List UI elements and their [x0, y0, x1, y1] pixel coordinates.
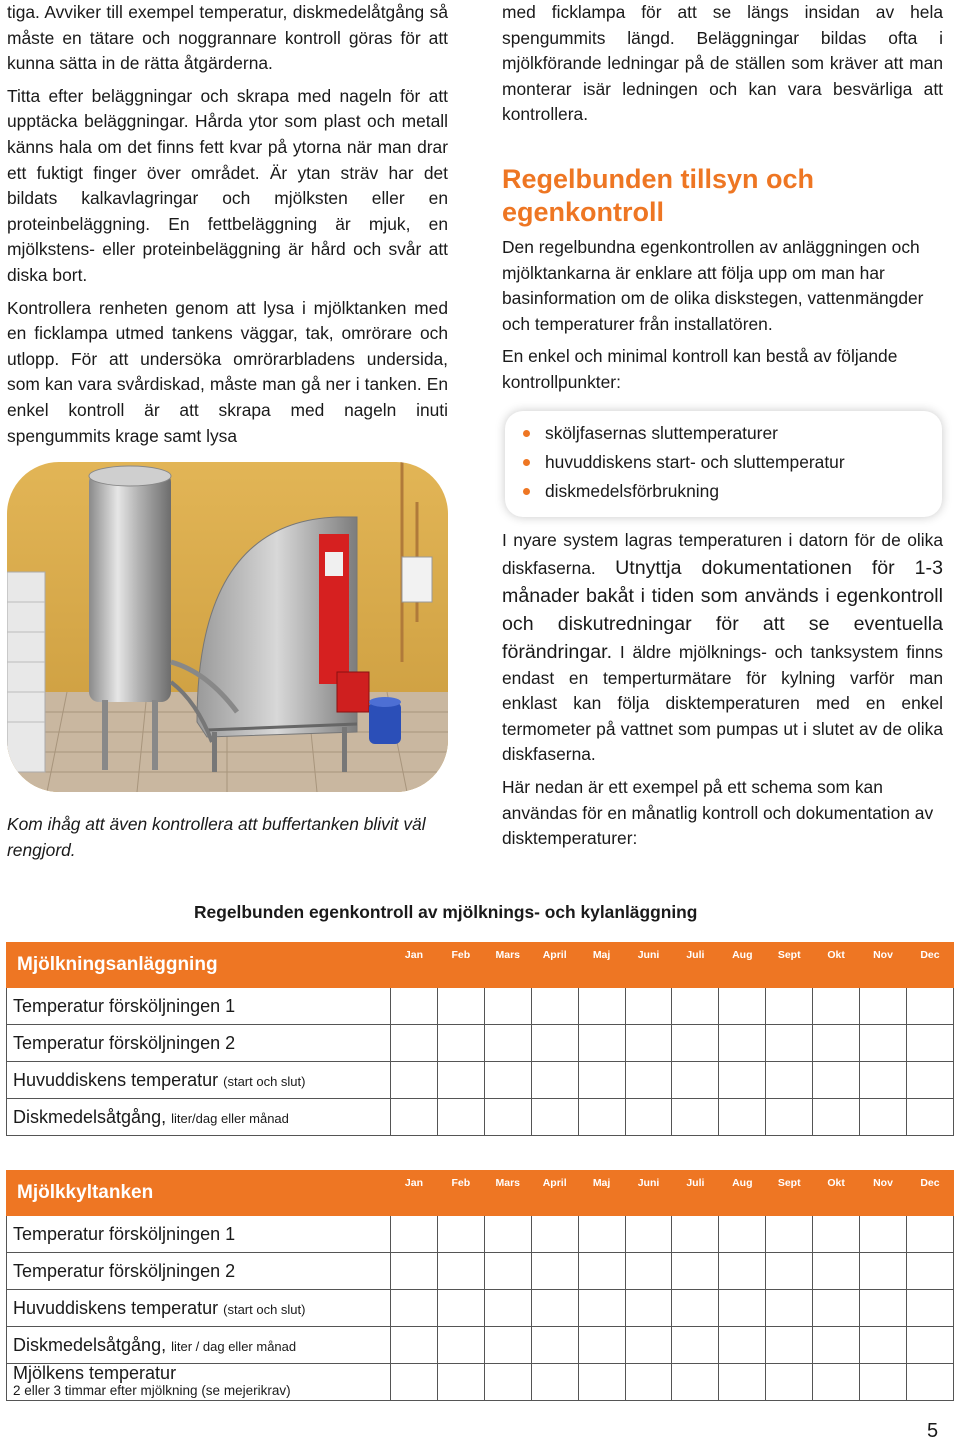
entry-cell[interactable]	[719, 1216, 766, 1253]
entry-cell[interactable]	[813, 1099, 860, 1136]
checklist	[505, 411, 942, 506]
entry-cell[interactable]	[484, 1216, 531, 1253]
entry-cell[interactable]	[531, 1290, 578, 1327]
entry-cell[interactable]	[391, 1253, 438, 1290]
month-header: Juni	[625, 943, 672, 988]
entry-cell[interactable]	[813, 1253, 860, 1290]
entry-cell[interactable]	[672, 1025, 719, 1062]
entry-cell[interactable]	[906, 988, 953, 1025]
entry-cell[interactable]	[391, 1327, 438, 1364]
month-header: Aug	[719, 1171, 766, 1216]
entry-cell[interactable]	[625, 1290, 672, 1327]
entry-cell[interactable]	[625, 1327, 672, 1364]
entry-cell[interactable]	[813, 1025, 860, 1062]
milking-system-table	[6, 942, 954, 1136]
right-column	[502, 0, 943, 403]
month-header: Feb	[437, 1171, 484, 1216]
photo-caption: Kom ihåg att även kontrollera att buffertanken blivit väl rengjord.	[7, 814, 426, 860]
table-header-label: Mjölkkyltanken	[7, 1171, 391, 1216]
right-paragraph-4: I nyare system lagras temperaturen i datorn för de olika diskfaserna. Utnyttja dokumentationen för 1-3 månader bakåt i tiden som används i egenkontroll och diskutredningar för att se eventuella förändringar. I äldre mjölknings- och tanksystem finns endast en temperturmätare för kylning varför man enklast kan följa disktemperaturen med en enkel termometer på vattnet som pumpas ut i slutet av de olika diskfaserna.	[502, 530, 943, 765]
table-row	[7, 1216, 954, 1253]
entry-cell[interactable]	[484, 1364, 531, 1401]
entry-cell[interactable]	[531, 1327, 578, 1364]
entry-cell[interactable]	[531, 1062, 578, 1099]
entry-cell[interactable]	[625, 988, 672, 1025]
entry-cell[interactable]	[813, 1062, 860, 1099]
entry-cell[interactable]	[484, 1025, 531, 1062]
month-header: Mars	[484, 1171, 531, 1216]
entry-cell[interactable]	[625, 1364, 672, 1401]
bullet-icon	[523, 459, 530, 466]
entry-cell[interactable]	[766, 1290, 813, 1327]
entry-cell[interactable]	[813, 988, 860, 1025]
month-header: April	[531, 943, 578, 988]
entry-cell[interactable]	[578, 1327, 625, 1364]
table-row	[7, 1099, 954, 1136]
entry-cell[interactable]	[672, 1099, 719, 1136]
row-label: Diskmedelsåtgång, liter/dag eller månad	[7, 1099, 391, 1136]
entry-cell[interactable]	[860, 1327, 907, 1364]
row-label: Mjölkens temperatur 2 eller 3 timmar efter mjölkning (se mejerikrav)	[7, 1364, 391, 1401]
photo-caption-box	[7, 812, 448, 870]
table-row	[7, 1290, 954, 1327]
table-header-row	[7, 943, 954, 988]
checklist-item: sköljfasernas sluttemperaturer	[545, 419, 942, 448]
entry-cell[interactable]	[906, 1290, 953, 1327]
entry-cell[interactable]	[860, 1099, 907, 1136]
row-label: Diskmedelsåtgång, liter / dag eller månad	[7, 1327, 391, 1364]
entry-cell[interactable]	[391, 1025, 438, 1062]
month-header: Dec	[906, 1171, 953, 1216]
entry-cell[interactable]	[391, 1364, 438, 1401]
month-header: Sept	[766, 1171, 813, 1216]
entry-cell[interactable]	[437, 1253, 484, 1290]
entry-cell[interactable]	[860, 988, 907, 1025]
month-header: Okt	[813, 1171, 860, 1216]
month-header: Maj	[578, 943, 625, 988]
table-row	[7, 988, 954, 1025]
section-heading: Regelbunden tillsyn och egenkontroll	[502, 163, 815, 227]
month-header: Dec	[906, 943, 953, 988]
entry-cell[interactable]	[672, 988, 719, 1025]
entry-cell[interactable]	[719, 1290, 766, 1327]
entry-cell[interactable]	[860, 1253, 907, 1290]
right-paragraph-2: Den regelbundna egenkontrollen av anläggningen och mjölktankarna är enklare att följa upp om man har basinformation om de olika diskstegen, vattenmängder och temperaturer från installatören.	[502, 236, 924, 334]
table-row	[7, 1364, 954, 1401]
entry-cell[interactable]	[437, 1290, 484, 1327]
entry-cell[interactable]	[719, 1327, 766, 1364]
table-header-label: Mjölkningsanläggning	[7, 943, 391, 988]
entry-cell[interactable]	[391, 1290, 438, 1327]
entry-cell[interactable]	[672, 1062, 719, 1099]
month-header: Nov	[860, 943, 907, 988]
entry-cell[interactable]	[484, 1253, 531, 1290]
entry-cell[interactable]	[484, 1062, 531, 1099]
month-header: Aug	[719, 943, 766, 988]
entry-cell[interactable]	[906, 1062, 953, 1099]
entry-cell[interactable]	[531, 1216, 578, 1253]
entry-cell[interactable]	[531, 1253, 578, 1290]
row-label: Huvuddiskens temperatur (start och slut)	[7, 1062, 391, 1099]
entry-cell[interactable]	[531, 1364, 578, 1401]
entry-cell[interactable]	[484, 1099, 531, 1136]
table-header-row	[7, 1171, 954, 1216]
month-header: Juli	[672, 943, 719, 988]
entry-cell[interactable]	[391, 1099, 438, 1136]
right-paragraph-3: En enkel och minimal kontroll kan bestå av följande kontrollpunkter:	[502, 346, 898, 392]
entry-cell[interactable]	[672, 1253, 719, 1290]
entry-cell[interactable]	[437, 1025, 484, 1062]
entry-cell[interactable]	[484, 1290, 531, 1327]
row-label: Temperatur försköljningen 1	[7, 988, 391, 1025]
entry-cell[interactable]	[625, 1253, 672, 1290]
entry-cell[interactable]	[766, 1062, 813, 1099]
entry-cell[interactable]	[437, 988, 484, 1025]
entry-cell[interactable]	[906, 1327, 953, 1364]
entry-cell[interactable]	[484, 1327, 531, 1364]
month-header: Jan	[391, 1171, 438, 1216]
left-paragraph-3: Kontrollera renheten genom att lysa i mjölktanken med en ficklampa utmed tankens väggar, tak, omrörare och utlopp. För att undersöka omrörarbladens undersida, som kan vara svårdiskad, måste man gå ner i tanken. En enkel kontroll är att skrapa med nageln inuti spengummits krage samt lysa	[7, 297, 448, 446]
entry-cell[interactable]	[766, 1025, 813, 1062]
entry-cell[interactable]	[391, 1216, 438, 1253]
entry-cell[interactable]	[578, 988, 625, 1025]
left-column	[7, 0, 448, 456]
schedule-title: Regelbunden egenkontroll av mjölknings- och kylanläggning	[194, 902, 698, 922]
entry-cell[interactable]	[625, 1062, 672, 1099]
entry-cell[interactable]	[766, 1099, 813, 1136]
checklist-item: huvuddiskens start- och sluttemperatur	[545, 448, 942, 477]
row-label: Temperatur försköljningen 2	[7, 1025, 391, 1062]
entry-cell[interactable]	[906, 1364, 953, 1401]
month-header: Sept	[766, 943, 813, 988]
entry-cell[interactable]	[437, 1327, 484, 1364]
entry-cell[interactable]	[531, 1099, 578, 1136]
entry-cell[interactable]	[860, 1364, 907, 1401]
entry-cell[interactable]	[719, 1364, 766, 1401]
entry-cell[interactable]	[766, 988, 813, 1025]
entry-cell[interactable]	[813, 1327, 860, 1364]
entry-cell[interactable]	[531, 1025, 578, 1062]
entry-cell[interactable]	[766, 1216, 813, 1253]
entry-cell[interactable]	[860, 1062, 907, 1099]
month-header: Juli	[672, 1171, 719, 1216]
entry-cell[interactable]	[719, 988, 766, 1025]
entry-cell[interactable]	[391, 1062, 438, 1099]
entry-cell[interactable]	[766, 1327, 813, 1364]
month-header: Maj	[578, 1171, 625, 1216]
month-header: Juni	[625, 1171, 672, 1216]
entry-cell[interactable]	[860, 1025, 907, 1062]
bullet-icon	[523, 430, 530, 437]
milk-room-photo	[7, 462, 448, 792]
entry-cell[interactable]	[437, 1062, 484, 1099]
entry-cell[interactable]	[719, 1025, 766, 1062]
entry-cell[interactable]	[437, 1099, 484, 1136]
entry-cell[interactable]	[625, 1099, 672, 1136]
entry-cell[interactable]	[672, 1216, 719, 1253]
entry-cell[interactable]	[719, 1062, 766, 1099]
milk-room-illustration	[7, 462, 448, 792]
entry-cell[interactable]	[578, 1253, 625, 1290]
table-row	[7, 1253, 954, 1290]
right-paragraph-1: med ficklampa för att se längs insidan av hela spengummits längd. Beläggningar bildas ofta i mjölkförande ledningar på de ställen som kräver att man monterar isär ledningen och kan vara besvärliga att kontrollera.	[502, 2, 943, 125]
entry-cell[interactable]	[437, 1364, 484, 1401]
row-label: Temperatur försköljningen 1	[7, 1216, 391, 1253]
table-row	[7, 1062, 954, 1099]
left-paragraph-1: tiga. Avviker till exempel temperatur, diskmedelåtgång så måste en tätare och noggrannare kontroll göras för att kunna sätta in de rätta åtgärderna.	[7, 2, 448, 74]
entry-cell[interactable]	[672, 1327, 719, 1364]
entry-cell[interactable]	[906, 1253, 953, 1290]
entry-cell[interactable]	[391, 988, 438, 1025]
row-label: Temperatur försköljningen 2	[7, 1253, 391, 1290]
month-header: Jan	[391, 943, 438, 988]
entry-cell[interactable]	[672, 1290, 719, 1327]
checklist-item: diskmedelsförbrukning	[545, 477, 942, 506]
entry-cell[interactable]	[672, 1364, 719, 1401]
entry-cell[interactable]	[906, 1099, 953, 1136]
milk-cooling-tank-table	[6, 1170, 954, 1401]
right-paragraph-5: Här nedan är ett exempel på ett schema som kan användas för en månatlig kontroll och dokumentation av disktemperaturer:	[502, 776, 934, 849]
left-paragraph-2: Titta efter beläggningar och skrapa med nageln för att upptäcka beläggningar. Hårda ytor som plast och metall känns hala om det finns fett kvar på ytorna när man drar ett fuktigt finger över området. Är ytan sträv har det bildats kalkavlagringar och mjölksten eller en proteinbeläggning. En fettbeläggning är mjuk, en mjölkstens- eller proteinbeläggning är hård och svår att diska bort.	[7, 85, 448, 285]
checklist-callout	[505, 411, 942, 517]
entry-cell[interactable]	[578, 1062, 625, 1099]
entry-cell[interactable]	[625, 1025, 672, 1062]
page-number: 5	[927, 1420, 939, 1442]
entry-cell[interactable]	[813, 1216, 860, 1253]
entry-cell[interactable]	[813, 1290, 860, 1327]
entry-cell[interactable]	[578, 1216, 625, 1253]
entry-cell[interactable]	[906, 1025, 953, 1062]
table-row	[7, 1327, 954, 1364]
entry-cell[interactable]	[578, 1099, 625, 1136]
month-header: Nov	[860, 1171, 907, 1216]
entry-cell[interactable]	[578, 1290, 625, 1327]
row-label: Huvuddiskens temperatur (start och slut)	[7, 1290, 391, 1327]
entry-cell[interactable]	[766, 1364, 813, 1401]
entry-cell[interactable]	[484, 988, 531, 1025]
entry-cell[interactable]	[860, 1216, 907, 1253]
entry-cell[interactable]	[906, 1216, 953, 1253]
entry-cell[interactable]	[766, 1253, 813, 1290]
entry-cell[interactable]	[531, 988, 578, 1025]
bullet-icon	[523, 488, 530, 495]
entry-cell[interactable]	[437, 1216, 484, 1253]
month-header: Okt	[813, 943, 860, 988]
month-header: Feb	[437, 943, 484, 988]
month-header: April	[531, 1171, 578, 1216]
entry-cell[interactable]	[625, 1216, 672, 1253]
entry-cell[interactable]	[860, 1290, 907, 1327]
right-column-lower	[502, 528, 943, 859]
entry-cell[interactable]	[813, 1364, 860, 1401]
entry-cell[interactable]	[719, 1099, 766, 1136]
entry-cell[interactable]	[578, 1364, 625, 1401]
table-row	[7, 1025, 954, 1062]
entry-cell[interactable]	[719, 1253, 766, 1290]
entry-cell[interactable]	[578, 1025, 625, 1062]
month-header: Mars	[484, 943, 531, 988]
